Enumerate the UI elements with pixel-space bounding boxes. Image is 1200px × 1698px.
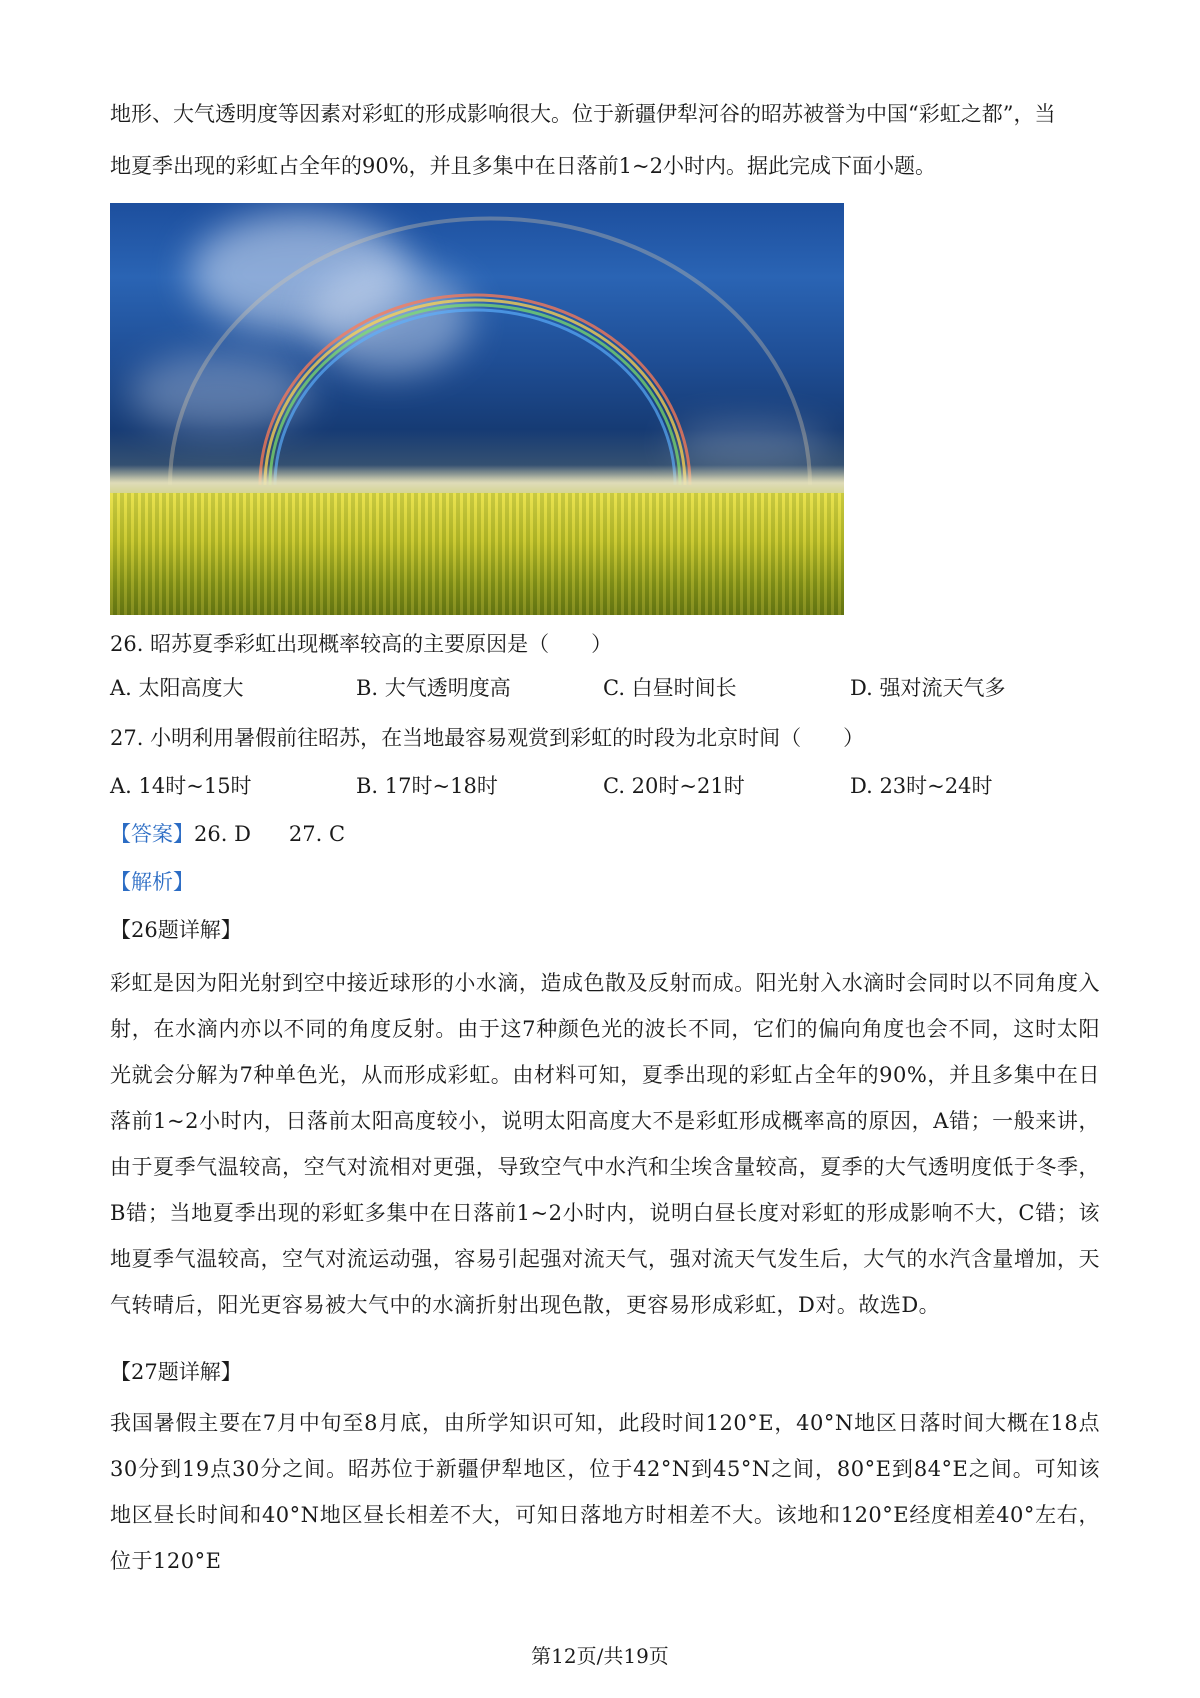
q26-option-d: D. 强对流天气多 xyxy=(850,676,1006,700)
q26-stem: 26. 昭苏夏季彩虹出现概率较高的主要原因是（ ） xyxy=(110,632,613,656)
answer-26: 26. D xyxy=(194,822,251,846)
intro-line-1: 地形、大气透明度等因素对彩虹的形成影响很大。位于新疆伊犁河谷的昭苏被誉为中国“彩虹之都”，当 xyxy=(110,102,1056,126)
page-number: 第12页/共19页 xyxy=(531,1644,669,1668)
q27-option-c: C. 20时~21时 xyxy=(603,774,745,798)
rainbow-photo xyxy=(110,203,844,615)
detail-26-heading: 【26题详解】 xyxy=(110,918,242,942)
q26-option-a: A. 太阳高度大 xyxy=(110,676,244,700)
answer-label: 【答案】 xyxy=(110,822,194,846)
q27-option-d: D. 23时~24时 xyxy=(850,774,993,798)
detail-27-text: 我国暑假主要在7月中旬至8月底，由所学知识可知，此段时间120°E，40°N地区日落时间大概在18点30分到19点30分之间。昭苏位于新疆伊犁地区，位于42°N到45°N之间，80°E到84°E之间。可知该地区昼长时间和40°N地区昼长相差不大，可知日落地方时相差不大。该地和120°E经度相差40°左右，位于120°E xyxy=(110,1411,1100,1573)
detail-27-heading: 【27题详解】 xyxy=(110,1360,242,1384)
intro-line-2: 地夏季出现的彩虹占全年的90%，并且多集中在日落前1~2小时内。据此完成下面小题。 xyxy=(110,154,936,178)
q26-option-b: B. 大气透明度高 xyxy=(356,676,511,700)
answer-line xyxy=(110,818,345,848)
detail-26-text: 彩虹是因为阳光射到空中接近球形的小水滴，造成色散及反射而成。阳光射入水滴时会同时以不同角度入射，在水滴内亦以不同的角度反射。由于这7种颜色光的波长不同，它们的偏向角度也会不同，这时太阳光就会分解为7种单色光，从而形成彩虹。由材料可知，夏季出现的彩虹占全年的90%，并且多集中在日落前1~2小时内，日落前太阳高度较小，说明太阳高度大不是彩虹形成概率高的原因，A错；一般来讲，由于夏季气温较高，空气对流相对更强，导致空气中水汽和尘埃含量较高，夏季的大气透明度低于冬季，B错；当地夏季出现的彩虹多集中在日落前1~2小时内，说明白昼长度对彩虹的形成影响不大，C错；该地夏季气温较高，空气对流运动强，容易引起强对流天气，强对流天气发生后，大气的水汽含量增加，天气转晴后，阳光更容易被大气中的水滴折射出现色散，更容易形成彩虹，D对。故选D。 xyxy=(110,971,1100,1317)
q26-option-c: C. 白昼时间长 xyxy=(603,676,737,700)
analysis-label: 【解析】 xyxy=(110,870,194,894)
q27-option-a: A. 14时~15时 xyxy=(110,774,252,798)
q27-option-b: B. 17时~18时 xyxy=(356,774,498,798)
q27-stem: 27. 小明利用暑假前往昭苏，在当地最容易观赏到彩虹的时段为北京时间（ ） xyxy=(110,726,865,750)
answer-27: 27. C xyxy=(288,822,346,846)
